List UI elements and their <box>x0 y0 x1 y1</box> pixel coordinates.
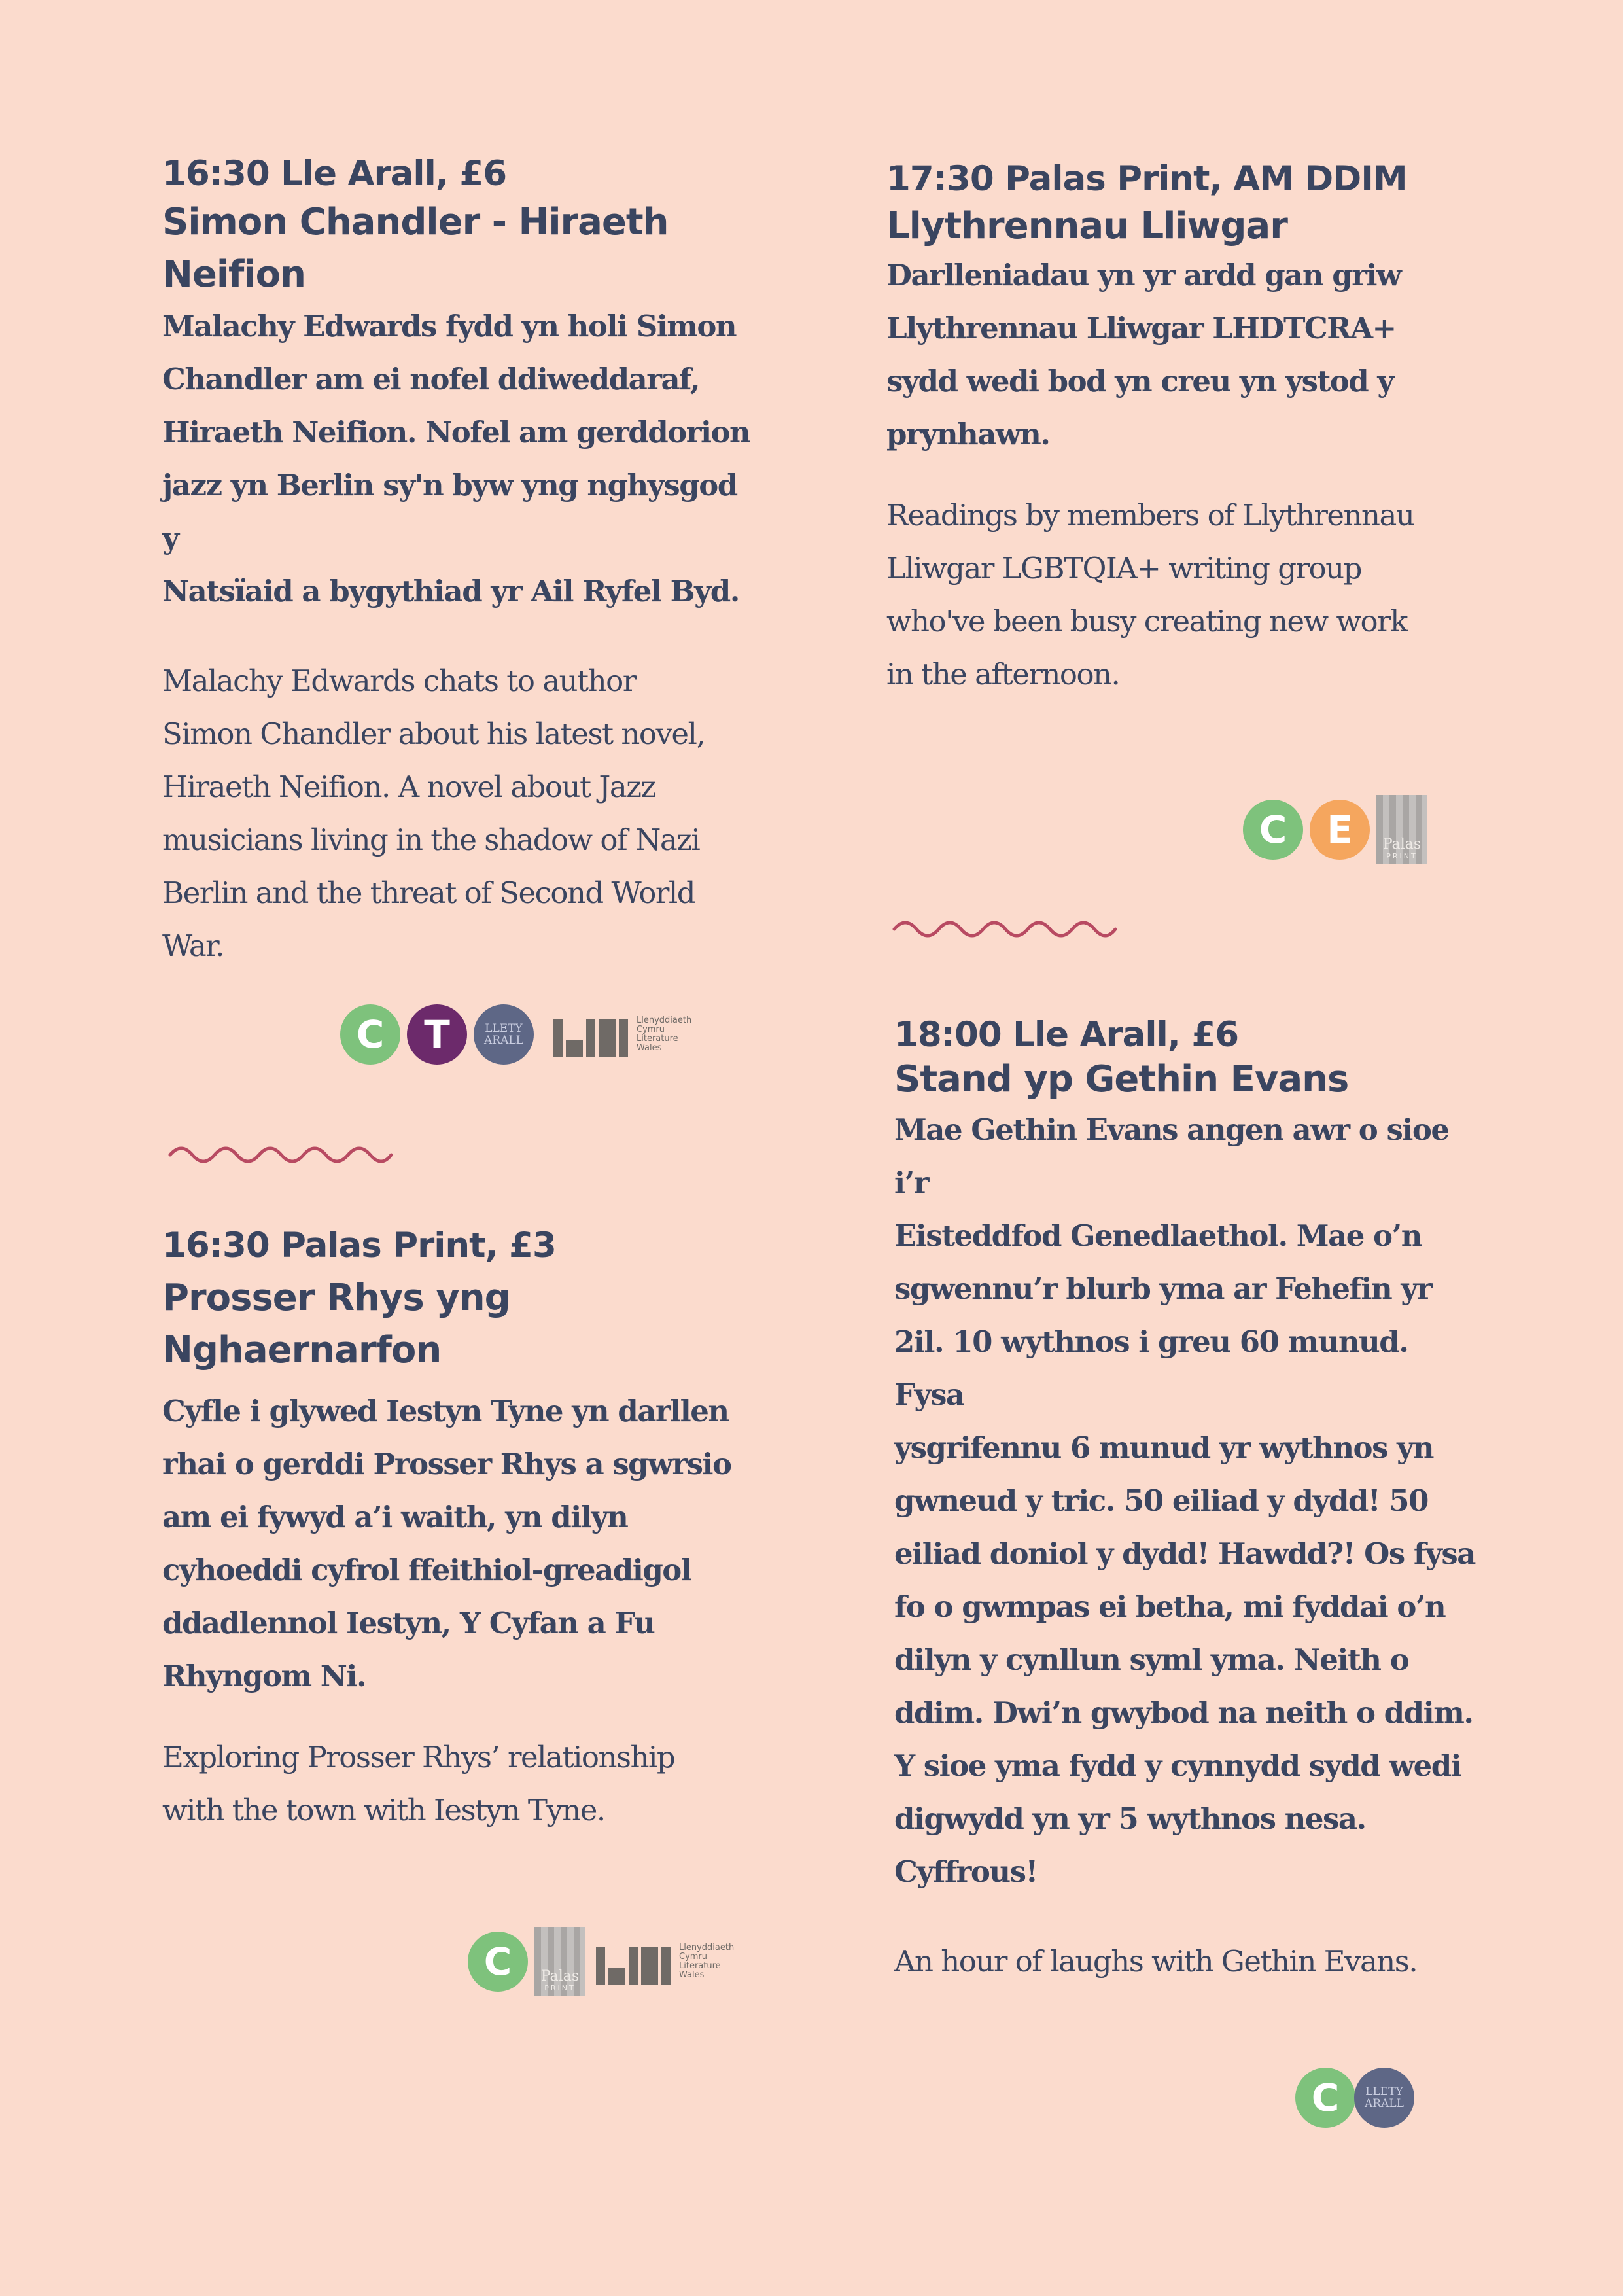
logo-text: Wales <box>679 1970 705 1980</box>
event-title-line: Nghaernarfon <box>162 1329 442 1371</box>
event-title-line: Stand yp Gethin Evans <box>894 1058 1349 1101</box>
text-line: cyhoeddi cyfrol ffeithiol-greadigol <box>162 1553 691 1587</box>
c-badge-icon: C <box>340 1004 400 1065</box>
e-badge-icon: E <box>1310 800 1370 860</box>
event-2-partner-logos <box>468 1927 734 1996</box>
logo-text: Literature <box>679 1961 721 1971</box>
event-description-english <box>894 1935 1483 1988</box>
text-line: in the afternoon. <box>886 657 1120 692</box>
c-badge-icon: C <box>1295 2068 1355 2128</box>
literature-wales-logo-icon <box>553 1012 691 1057</box>
event-3-partner-logos <box>1243 795 1434 864</box>
event-description-english <box>886 489 1475 701</box>
event-title <box>162 1272 751 1377</box>
text-line: eiliad doniol y dydd! Hawdd?! Os fysa <box>894 1536 1475 1571</box>
logo-text: ARALL <box>1365 2097 1404 2110</box>
literature-wales-logo-icon <box>596 1939 734 1985</box>
text-line: Hiraeth Neifion. Nofel am gerddorion <box>162 415 750 450</box>
text-line: ddim. Dwi’n gwybod na neith o ddim. <box>894 1695 1473 1730</box>
event-time: 17:30 Palas Print, AM DDIM <box>886 159 1407 199</box>
event-time: 16:30 Lle Arall, £6 <box>162 154 507 194</box>
c-badge-icon: C <box>1243 800 1303 860</box>
event-title-line: Neifion <box>162 253 305 296</box>
logo-text: Llenyddiaeth <box>637 1016 692 1025</box>
text-line: Rhyngom Ni. <box>162 1659 366 1693</box>
logo-text: Cymru <box>637 1025 665 1034</box>
text-line: Y sioe yma fydd y cynnydd sydd wedi <box>894 1748 1461 1783</box>
text-line: Llythrennau Lliwgar LHDTCRA+ <box>886 311 1396 345</box>
text-line: Natsïaid a bygythiad yr Ail Ryfel Byd. <box>162 574 739 609</box>
text-line: Malachy Edwards fydd yn holi Simon <box>162 309 737 344</box>
palas-print-logo-icon <box>1376 795 1427 864</box>
event-description-welsh <box>162 1385 751 1703</box>
event-title-line: Llythrennau Lliwgar <box>886 205 1287 247</box>
event-time: 16:30 Palas Print, £3 <box>162 1226 556 1265</box>
logo-text: LLETY <box>485 1022 523 1035</box>
logo-text: Wales <box>637 1043 662 1053</box>
event-4-partner-logos <box>1295 2068 1421 2128</box>
logo-text: Palas <box>1382 836 1422 853</box>
event-title-line: Simon Chandler - Hiraeth <box>162 201 669 243</box>
palas-print-logo-icon <box>534 1927 585 1996</box>
event-description-english <box>162 654 751 972</box>
logo-text: Cymru <box>679 1952 708 1962</box>
event-description-welsh <box>886 249 1475 461</box>
text-line: gwneud y tric. 50 eiliad y dydd! 50 <box>894 1483 1428 1518</box>
text-line: dilyn y cynllun syml yma. Neith o <box>894 1642 1409 1677</box>
c-badge-icon: C <box>468 1932 528 1992</box>
text-line: Readings by members of Llythrennau <box>886 498 1414 533</box>
text-line: An hour of laughs with Gethin Evans. <box>894 1944 1418 1979</box>
event-prosser-rhys <box>162 1224 751 1837</box>
text-line: Malachy Edwards chats to author <box>162 663 636 698</box>
text-line: am ei fywyd a’i waith, yn dilyn <box>162 1500 628 1534</box>
logo-text: ARALL <box>484 1034 523 1047</box>
text-line: with the town with Iestyn Tyne. <box>162 1793 605 1828</box>
logo-text: PRINT <box>544 1984 576 1992</box>
text-line: Darlleniadau yn yr ardd gan griw <box>886 258 1401 292</box>
text-line: who've been busy creating new work <box>886 604 1407 639</box>
event-1-partner-logos <box>340 1004 691 1065</box>
text-line: Hiraeth Neifion. A novel about Jazz <box>162 769 655 804</box>
text-line: jazz yn Berlin sy'n byw yng nghysgod y <box>162 468 737 556</box>
event-gethin-evans <box>894 1013 1483 1988</box>
t-badge-icon: T <box>407 1004 467 1065</box>
text-line: War. <box>162 928 224 963</box>
squiggle-divider-icon <box>167 1142 394 1168</box>
text-line: sgwennu’r blurb yma ar Fehefin yr <box>894 1271 1432 1306</box>
text-line: Eisteddfod Genedlaethol. Mae o’n <box>894 1218 1422 1253</box>
text-line: Lliwgar LGBTQIA+ writing group <box>886 551 1361 586</box>
lle-arall-logo-icon <box>1354 2068 1414 2128</box>
logo-text: PRINT <box>1386 852 1418 860</box>
event-title <box>894 1053 1483 1106</box>
text-line: Simon Chandler about his latest novel, <box>162 716 705 751</box>
logo-text: Literature <box>637 1034 678 1044</box>
text-line: ysgrifennu 6 munud yr wythnos yn <box>894 1430 1433 1465</box>
text-line: musicians living in the shadow of Nazi <box>162 822 700 857</box>
text-line: Cyffrous! <box>894 1854 1038 1889</box>
event-llythrennau-lliwgar <box>886 157 1475 701</box>
event-simon-chandler <box>162 152 751 972</box>
text-line: rhai o gerddi Prosser Rhys a sgwrsio <box>162 1447 731 1481</box>
logo-text: Palas <box>540 1968 580 1985</box>
event-description-welsh <box>162 300 751 618</box>
text-line: fo o gwmpas ei betha, mi fyddai o’n <box>894 1589 1446 1624</box>
event-description-english <box>162 1731 751 1837</box>
text-line: 2il. 10 wythnos i greu 60 munud. Fysa <box>894 1324 1408 1412</box>
text-line: digwydd yn yr 5 wythnos nesa. <box>894 1801 1366 1836</box>
text-line: ddadlennol Iestyn, Y Cyfan a Fu <box>162 1606 655 1640</box>
event-title <box>162 196 751 301</box>
text-line: Chandler am ei nofel ddiweddaraf, <box>162 362 700 397</box>
event-title-line: Prosser Rhys yng <box>162 1277 510 1319</box>
event-description-welsh <box>894 1103 1483 1898</box>
text-line: Cyfle i glywed Iestyn Tyne yn darllen <box>162 1394 729 1428</box>
text-line: Exploring Prosser Rhys’ relationship <box>162 1740 675 1775</box>
text-line: prynhawn. <box>886 417 1050 451</box>
text-line: Berlin and the threat of Second World <box>162 875 695 910</box>
logo-text: LLETY <box>1365 2085 1403 2098</box>
squiggle-divider-icon <box>892 916 1118 942</box>
event-title <box>886 200 1475 253</box>
text-line: sydd wedi bod yn creu yn ystod y <box>886 364 1394 398</box>
lle-arall-logo-icon <box>474 1004 534 1065</box>
text-line: Mae Gethin Evans angen awr o sioe i’r <box>894 1112 1449 1200</box>
event-time: 18:00 Lle Arall, £6 <box>894 1015 1239 1055</box>
logo-text: Llenyddiaeth <box>679 1943 735 1952</box>
